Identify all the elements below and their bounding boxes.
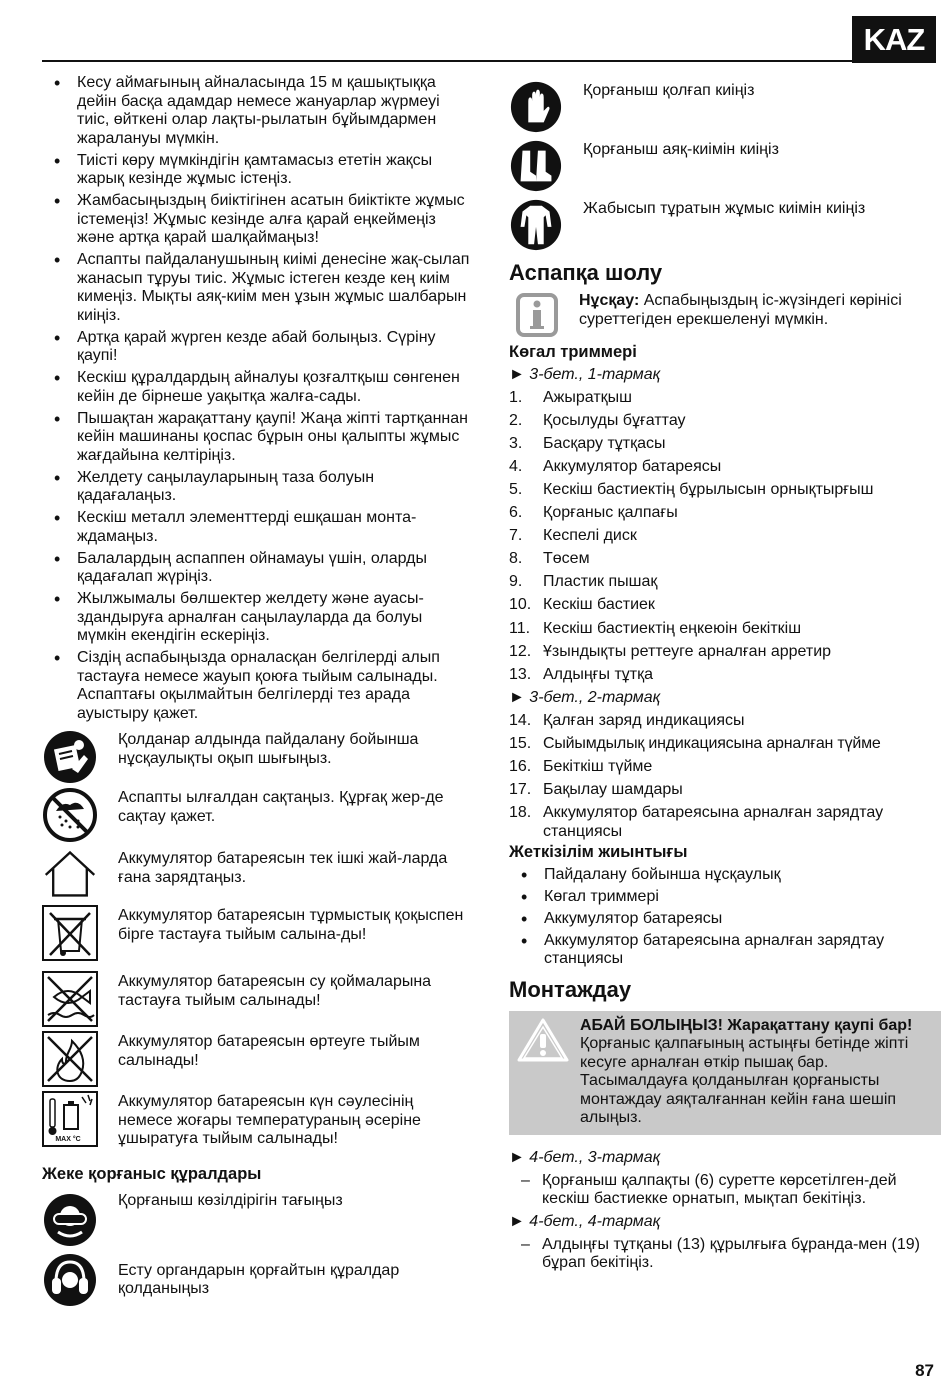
item-text: Кескіш бастиектің бұрылысын орнықтырғыш (543, 480, 874, 498)
ppe-row (42, 1192, 472, 1252)
left-column (42, 74, 472, 1312)
item-number: 2. (509, 411, 523, 429)
list-item: • Артқа қарай жүрген кезде абай болыңыз. Сүріну қаупі! (42, 329, 472, 366)
item-number: 5. (509, 480, 523, 498)
list-item (509, 481, 941, 500)
item-text: Қалған заряд индикациясы (543, 711, 745, 729)
list-item (509, 781, 941, 800)
item-number: 12. (509, 642, 532, 660)
item-text: Кеспелі диск (543, 527, 637, 545)
list-item (509, 573, 941, 592)
list-item (509, 550, 941, 569)
reference-text: 3-бет., 1-тармақ (529, 365, 661, 383)
list-item (509, 758, 941, 777)
item-number: 18. (509, 804, 532, 822)
list-item: • Сіздің аспабыңызда орналасқан белгілерді алып тастауға немесе жауып қоюға тыйым салынады. Аспаптағы оқылмайтын белгілерді тез арада ауыстыру қажет. (42, 649, 472, 723)
list-item: • Пайдалану бойынша нұсқаулық (509, 866, 941, 885)
list-item: • Аккумулятор батареясына арналған зарядтау станциясы (509, 932, 941, 969)
protective-gloves-icon (509, 80, 563, 134)
warning-icon (517, 1017, 569, 1128)
item-text: Ұзындықты реттеуге арналған арретир (543, 642, 832, 660)
protect-from-moisture-icon (42, 787, 98, 843)
warning-label: АБАЙ БОЛЫҢЫЗ! Жарақаттану қаупі бар! (580, 1016, 913, 1034)
list-item (509, 620, 941, 639)
item-text: Аккумулятор батареясы (543, 457, 722, 475)
list-item: • Тиісті көру мүмкіндігін қамтамасыз ететін жақсы жарық кезінде жұмыс істеңіз. (42, 152, 472, 189)
item-text: Ажыратқыш (543, 388, 632, 406)
arrow-icon: ► (509, 1212, 525, 1230)
item-text: Алдыңғы тұтқа (543, 665, 654, 683)
arrow-icon: ► (509, 688, 525, 706)
item-number: 13. (509, 665, 532, 683)
item-number: 10. (509, 596, 532, 614)
list-item (509, 389, 941, 408)
note-label: Нұсқау: (579, 292, 640, 309)
symbol-text: Аккумулятор батареясын тұрмыстық қоқыспен бірге тастауға тыйым салына-ды! (118, 907, 464, 943)
item-number: 16. (509, 758, 532, 776)
list-item: • Көгал триммері (509, 888, 941, 907)
list-item (509, 504, 941, 523)
symbol-text: Аккумулятор батареясын өртеуге тыйым салынады! (118, 1033, 420, 1069)
no-water-disposal-icon (42, 971, 98, 1027)
list-item: • Аспапты пайдаланушының киімі денесіне жақ-сылап жанасып тұруы тиіс. Жұмыс істеген кезде кең киім кимеңіз. Мықты аяқ-киім мен ұзын жұмыс шалбарын киіңіз. (42, 251, 472, 325)
warning-text (580, 1017, 935, 1128)
symbol-row (42, 845, 472, 905)
item-text: Кескіш бастиектің еңкеюін бекіткіш (543, 619, 802, 637)
list-item: • Желдету саңылауларының таза болуын қадағалаңыз. (42, 469, 472, 506)
list-item: • Балалардың аспаппен ойнамауы үшін, оларды қадағалап жүріңіз. (42, 550, 472, 587)
item-text: Кескіш бастиек (543, 596, 655, 614)
item-text: Қорғаныс қалпағы (543, 504, 678, 522)
step-list (509, 1172, 941, 1209)
figure-reference (509, 1213, 941, 1232)
list-item (509, 527, 941, 546)
item-number: 9. (509, 573, 523, 591)
no-heat-sun-icon (42, 1091, 98, 1147)
list-item (509, 412, 941, 431)
ppe-row (509, 80, 941, 139)
symbol-text: Аккумулятор батареясын су қоймаларына тастауға тыйым салынады! (118, 973, 432, 1009)
ppe-row (509, 139, 941, 198)
list-item (509, 458, 941, 477)
list-item (509, 643, 941, 662)
list-item: • Кескіш металл элементтерді ешқашан монта-ждамаңыз. (42, 509, 472, 546)
list-item (509, 712, 941, 731)
delivery-heading: Жеткізілім жиынтығы (509, 843, 688, 862)
item-number: 3. (509, 434, 523, 452)
ear-protection-icon (42, 1252, 98, 1308)
symbol-row (42, 1031, 472, 1091)
symbol-row (42, 905, 472, 971)
item-number: 14. (509, 711, 532, 729)
warning-box (509, 1011, 941, 1135)
protective-boots-icon (509, 139, 563, 193)
list-item: • Жылжымалы бөлшектер желдету және ауасы-здандыруға арналған саңылауларда да болуы мүмкін екендігін ескеріңіз. (42, 590, 472, 646)
symbol-row (42, 971, 472, 1031)
list-item: • Кесу аймағының айналасында 15 м қашықтыққа дейін басқа адамдар немесе жануарлар жүрмеуі тиіс, өйткені олар лақты-рылатын бұйымдармен жаралануы мүмкін. (42, 74, 472, 148)
ppe-text: Қорғаныш аяқ-киімін киіңіз (583, 141, 779, 158)
page-number: 87 (915, 1361, 934, 1380)
figure-reference (509, 366, 941, 385)
list-item: – Алдыңғы тұтқаны (13) құрылғыға бұранда-мен (19) бұрап бекітіңіз. (509, 1236, 941, 1273)
no-household-waste-icon (42, 905, 98, 961)
item-text: Қосылуды бұғаттау (543, 411, 686, 429)
symbol-row (42, 1091, 472, 1159)
item-number: 11. (509, 619, 531, 637)
read-manual-icon (42, 729, 98, 785)
item-number: 8. (509, 550, 523, 568)
list-item: • Кескіш құралдардың айналуы қозғалтқыш сөнгенен кейін де бірнеше уақытқа жалға-сады. (42, 369, 472, 406)
item-text: Басқару тұтқасы (543, 434, 666, 452)
language-badge: KAZ (852, 16, 936, 63)
reference-text: 4-бет., 4-тармақ (529, 1212, 661, 1230)
item-text: Пластик пышақ (543, 573, 658, 591)
delivery-list (509, 866, 941, 969)
ppe-text: Жабысып тұратын жұмыс киімін киіңіз (583, 200, 866, 217)
list-item (509, 666, 941, 685)
item-text: Бақылау шамдары (543, 781, 683, 799)
symbol-text: Аккумулятор батареясын күн сәулесінің немесе жоғары температураның әсеріне ұшыратуға тыйым салынады! (118, 1093, 421, 1147)
symbol-row (42, 729, 472, 787)
item-text: Бекіткіш түйме (543, 758, 653, 776)
symbol-text: Аспапты ылғалдан сақтаңыз. Құрғақ жер-де сақтау қажет. (118, 789, 444, 825)
item-number: 1. (509, 388, 523, 406)
item-number: 4. (509, 457, 523, 475)
item-text: Төсем (543, 550, 590, 568)
ppe-text: Есту органдарын қорғайтын құралдар қолданыңыз (118, 1261, 400, 1297)
list-item: • Аккумулятор батареясы (509, 910, 941, 929)
ppe-text: Қорғаныш қолғап киіңіз (583, 82, 755, 99)
symbol-text: Қолданар алдында пайдалану бойынша нұсқаулықты оқып шығыңыз. (118, 731, 419, 767)
list-item (509, 735, 941, 754)
right-column (509, 80, 941, 1273)
symbol-list (42, 729, 472, 1159)
list-item (509, 596, 941, 615)
svg-text:MAX °C: MAX °C (55, 1136, 81, 1143)
assembly-heading: Монтаждау (509, 976, 632, 1002)
ppe-row (509, 198, 941, 260)
ppe-list-right (509, 80, 941, 260)
ppe-text: Қорғаныш көзілдірігін тағыңыз (118, 1191, 343, 1209)
list-item (509, 435, 941, 454)
note-block (509, 292, 941, 338)
symbol-row (42, 787, 472, 845)
arrow-icon: ► (509, 1148, 525, 1166)
arrow-icon: ► (509, 365, 525, 383)
item-number: 17. (509, 781, 532, 799)
ppe-row (42, 1252, 472, 1312)
parts-list-2 (509, 712, 941, 841)
item-number: 7. (509, 527, 523, 545)
no-burning-icon (42, 1031, 98, 1087)
step-list (509, 1236, 941, 1273)
overview-heading: Аспапқа шолу (509, 260, 663, 285)
protective-suit-icon (509, 198, 563, 252)
ppe-heading: Жеке қорғаныс құралдары (42, 1165, 262, 1183)
symbol-text: Аккумулятор батареясын тек ішкі жай-ларда ғана зарядтаңыз. (118, 850, 448, 886)
reference-text: 3-бет., 2-тармақ (529, 688, 661, 706)
list-item (509, 804, 941, 841)
item-number: 15. (509, 735, 532, 752)
info-icon (509, 292, 561, 338)
figure-reference (509, 689, 941, 708)
warning-body: Қорғаныс қалпағының астыңғы бетінде жіпті кесуге арналған өткір пышақ бар. Тасымалдауға қолданылған қорғанысты монтаждау аяқталғаннан кейін ғана шешіп алыңыз. (580, 1035, 909, 1127)
list-item: • Жамбасыңыздың биіктігінен асатын биіктікте жұмыс істемеңіз! Жұмыс кезінде алға қарай еңкеймеңіз және артқа қарай шалқаймаңыз! (42, 192, 472, 248)
header-rule (42, 60, 852, 62)
note-text (579, 292, 941, 338)
indoor-only-icon (42, 845, 98, 901)
trimmer-heading: Көгал триммері (509, 343, 637, 361)
figure-reference (509, 1149, 941, 1168)
list-item: – Қорғаныш қалпақты (6) суретте көрсетілген-дей кескіш бастиекке орнатып, мықтап бекітіңіз. (509, 1172, 941, 1209)
ppe-list-left (42, 1192, 472, 1312)
item-text: Аккумулятор батареясына арналған зарядтау станциясы (543, 804, 884, 840)
item-number: 6. (509, 504, 523, 522)
reference-text: 4-бет., 3-тармақ (529, 1148, 661, 1166)
item-text: Сыйымдылық индикациясына арналған түйме (543, 735, 881, 752)
safety-glasses-icon (42, 1192, 98, 1248)
note-body: Аспабыңыздың іс-жүзіндегі көрінісі суреттегіден ерекшеленуі мүмкін. (579, 292, 902, 328)
list-item: • Пышақтан жарақаттану қаупі! Жаңа жіпті тартқаннан кейін машинаны қоспас бұрын оны қалыпты жұмыс жағдайына келтіріңіз. (42, 410, 472, 466)
parts-list-1 (509, 389, 941, 685)
safety-bullets (42, 74, 472, 723)
